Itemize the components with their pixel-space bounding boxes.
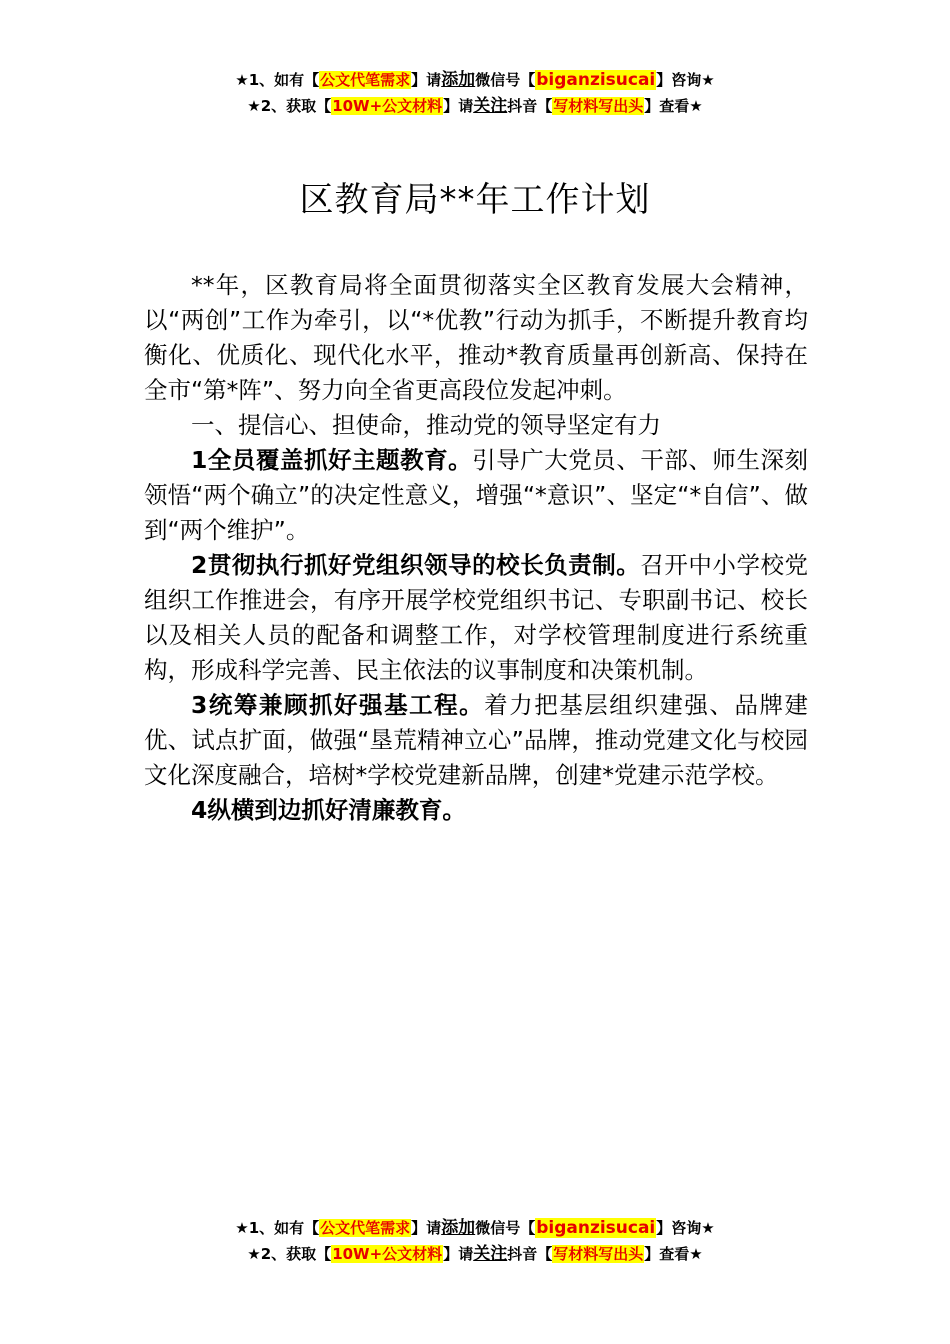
item-text: 召开中小学校党组织工作推进会，有序开展学校党组织书记、专职副书记、校长以及相关人员的配备和调整工作，对学校管理制度进行系统重构，形成科学完善、民主依法的议事制度和决策机制。 (144, 551, 808, 684)
banner-text: 抖音【 (507, 1245, 553, 1263)
star-icon: ★ (235, 1219, 249, 1237)
intro-paragraph: **年，区教育局将全面贯彻落实全区教育发展大会精神，以“两创”工作为牵引，以“*优教”行动为抓手，不断提升教育均衡化、优质化、现代化水平，推动*教育质量再创新高、保持在全市“第*阵”、努力向全省更高段位发起冲刺。 (144, 271, 808, 404)
item-paragraph-2 (144, 548, 808, 688)
star-icon: ★ (247, 97, 261, 115)
item-paragraph-4 (144, 793, 808, 828)
banner-text: 微信号【 (475, 71, 536, 89)
banner-text: 】请 (443, 97, 474, 115)
banner-text: 2、获取【 (260, 1245, 332, 1263)
highlight-wechat-id: biganzisucai (536, 1218, 656, 1238)
underlined-word: 关注 (473, 1244, 508, 1264)
document-body (144, 268, 808, 828)
item-paragraph-1 (144, 443, 808, 548)
banner-text: 1、如有【 (248, 71, 320, 89)
item-text: 引导广大党员、干部、师生深刻领悟“两个确立”的决定性意义，增强“*意识”、坚定“*自信”、做到“两个维护”。 (144, 446, 809, 544)
banner-text: 】咨询 (656, 1219, 702, 1237)
underlined-word: 关注 (473, 96, 508, 116)
star-icon: ★ (247, 1245, 261, 1263)
footer-banner (0, 1215, 950, 1267)
banner-text: 】查看 (644, 97, 690, 115)
highlight-materials: 10W+公文材料 (332, 1245, 443, 1263)
highlight-douyin-account: 写材料写出头 (553, 97, 644, 115)
banner-text: 】请 (411, 1219, 442, 1237)
item-heading: 2贯彻执行抓好党组织领导的校长负责制。 (191, 551, 641, 579)
item-heading: 3统筹兼顾抓好强基工程。 (191, 691, 485, 719)
item-text: 着力把基层组织建强、品牌建优、试点扩面，做强“垦荒精神立心”品牌，推动党建文化与校园文化深度融合，培树*学校党建新品牌，创建*党建示范学校。 (144, 691, 808, 789)
highlight-materials: 10W+公文材料 (332, 97, 443, 115)
banner-text: 微信号【 (475, 1219, 536, 1237)
banner-line-2 (0, 93, 950, 119)
banner-text: 】咨询 (656, 71, 702, 89)
highlight-service: 公文代笔需求 (320, 1219, 411, 1237)
banner-text: 1、如有【 (248, 1219, 320, 1237)
highlight-wechat-id: biganzisucai (536, 70, 656, 90)
item-paragraph-3 (144, 688, 808, 793)
section-heading: 一、提信心、担使命，推动党的领导坚定有力 (191, 411, 661, 439)
banner-text: 】请 (443, 1245, 474, 1263)
banner-line-1 (0, 1215, 950, 1241)
banner-text: 】请 (411, 71, 442, 89)
highlight-service: 公文代笔需求 (320, 71, 411, 89)
star-icon: ★ (235, 71, 249, 89)
banner-text: 抖音【 (507, 97, 553, 115)
document-title: 区教育局**年工作计划 (299, 180, 651, 220)
item-heading: 1全员覆盖抓好主题教育。 (191, 446, 473, 474)
underlined-word: 添加 (441, 70, 476, 90)
highlight-douyin-account: 写材料写出头 (553, 1245, 644, 1263)
banner-text: 2、获取【 (260, 97, 332, 115)
item-heading: 4纵横到边抓好清廉教育。 (191, 796, 466, 824)
star-icon: ★ (689, 1245, 703, 1263)
star-icon: ★ (689, 97, 703, 115)
banner-text: 】查看 (644, 1245, 690, 1263)
star-icon: ★ (701, 1219, 715, 1237)
header-banner (0, 67, 950, 119)
banner-line-2 (0, 1241, 950, 1267)
underlined-word: 添加 (441, 1218, 476, 1238)
star-icon: ★ (701, 71, 715, 89)
banner-line-1 (0, 67, 950, 93)
